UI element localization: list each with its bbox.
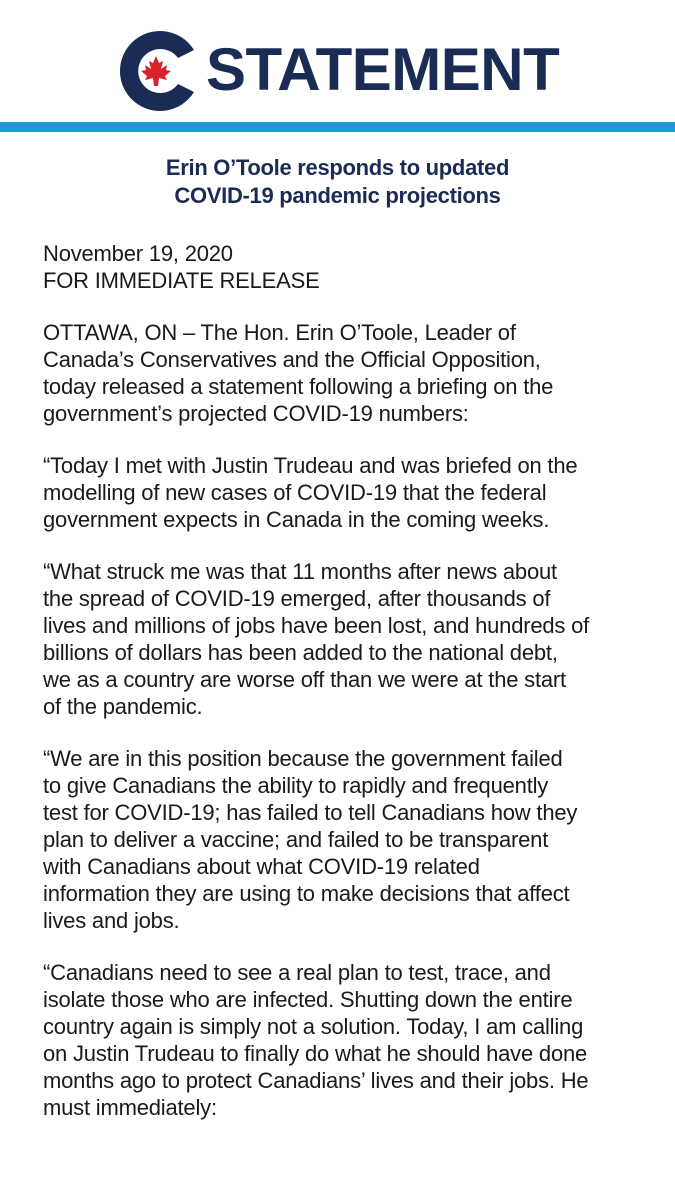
paragraph-line: lives and jobs. (43, 908, 180, 933)
paragraph-line: of the pandemic. (43, 694, 203, 719)
paragraph-line: billions of dollars has been added to the national debt, (43, 640, 558, 665)
paragraph-line: the spread of COVID-19 emerged, after thousands of (43, 586, 551, 611)
quote-paragraph (43, 558, 643, 720)
paragraph-line: information they are using to make decisions that affect (43, 881, 570, 906)
date-text: November 19, 2020 (43, 241, 233, 266)
paragraph-line: isolate those who are infected. Shutting down the entire (43, 987, 573, 1012)
headline-line: COVID-19 pandemic projections (174, 183, 501, 208)
dateline-paragraph (43, 240, 643, 294)
header-divider (0, 122, 675, 132)
paragraph-line: “Today I met with Justin Trudeau and was briefed on the (43, 453, 578, 478)
paragraph-line: “Canadians need to see a real plan to test, trace, and (43, 960, 551, 985)
headline-line: Erin O’Toole responds to updated (165, 155, 510, 180)
paragraph-line: months ago to protect Canadians’ lives and their jobs. He (43, 1068, 589, 1093)
paragraph-line: today released a statement following a briefing on the (43, 374, 554, 399)
quote-paragraph (43, 452, 643, 533)
statement-body (43, 240, 643, 1146)
quote-paragraph (43, 959, 643, 1121)
statement-header (0, 0, 675, 122)
paragraph-line: test for COVID-19; has failed to tell Canadians how they (43, 800, 578, 825)
paragraph-line: government’s projected COVID-19 numbers: (43, 401, 469, 426)
paragraph-line: “We are in this position because the government failed (43, 746, 563, 771)
paragraph-line: Canada’s Conservatives and the Official Opposition, (43, 347, 541, 372)
paragraph-line: government expects in Canada in the coming weeks. (43, 507, 550, 532)
paragraph-line: with Canadians about what COVID-19 related (43, 854, 480, 879)
paragraph-line: we as a country are worse off than we were at the start (43, 667, 566, 692)
paragraph-line: on Justin Trudeau to finally do what he should have done (43, 1041, 588, 1066)
paragraph-line: must immediately: (43, 1095, 217, 1120)
headline (0, 154, 675, 210)
paragraph-line: to give Canadians the ability to rapidly and frequently (43, 773, 549, 798)
paragraph-line: OTTAWA, ON – The Hon. Erin O’Toole, Leader of (43, 320, 516, 345)
quote-paragraph (43, 745, 643, 934)
release-label: FOR IMMEDIATE RELEASE (43, 268, 320, 293)
conservative-c-maple-leaf-icon (116, 28, 196, 114)
statement-wordmark: STATEMENT (206, 36, 560, 103)
paragraph-line: country again is simply not a solution. Today, I am calling (43, 1014, 584, 1039)
paragraph-line: plan to deliver a vaccine; and failed to be transparent (43, 827, 549, 852)
paragraph-line: modelling of new cases of COVID-19 that the federal (43, 480, 547, 505)
intro-paragraph (43, 319, 643, 427)
paragraph-line: lives and millions of jobs have been lost, and hundreds of (43, 613, 590, 638)
paragraph-line: “What struck me was that 11 months after news about (43, 559, 557, 584)
